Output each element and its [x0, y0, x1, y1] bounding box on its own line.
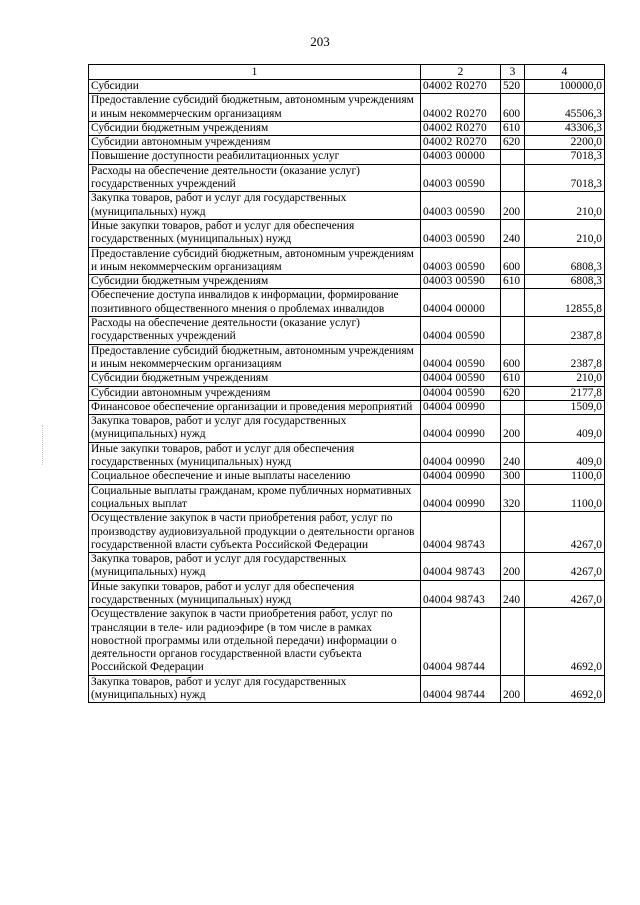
row-type-cell: 200 — [501, 553, 525, 581]
row-name-cell: Осуществление закупок в части приобретения работ, услуг по трансляции в теле- или радиоэфире (в том числе в рамках новостной программы или отдельной передачи) информации о деятельности органов государственной власти субъекта Российской Федерации — [89, 608, 421, 675]
table-row — [89, 580, 605, 608]
margin-scan-mark — [42, 425, 57, 465]
row-type-cell: 520 — [501, 80, 525, 94]
row-type-cell — [501, 289, 525, 317]
row-name-cell: Иные закупки товаров, работ и услуг для обеспечения государственных (муниципальных) нужд — [89, 442, 421, 470]
row-type-cell — [501, 512, 525, 553]
row-code-cell: 04004 98743 — [421, 512, 501, 553]
row-name-cell: Закупка товаров, работ и услуг для государственных (муниципальных) нужд — [89, 415, 421, 443]
header-col-4: 4 — [525, 65, 605, 80]
row-name-cell: Субсидии автономным учреждениям — [89, 136, 421, 150]
table-row — [89, 164, 605, 192]
table-row — [89, 415, 605, 443]
row-amount-cell: 7018,3 — [525, 164, 605, 192]
row-type-cell: 610 — [501, 121, 525, 135]
row-name-cell: Иные закупки товаров, работ и услуг для обеспечения государственных (муниципальных) нужд — [89, 580, 421, 608]
row-code-cell: 04004 00590 — [421, 317, 501, 345]
row-type-cell: 300 — [501, 470, 525, 484]
row-amount-cell: 1509,0 — [525, 400, 605, 414]
row-code-cell: 04004 00990 — [421, 442, 501, 470]
table-row — [89, 94, 605, 122]
row-amount-cell: 2177,8 — [525, 386, 605, 400]
table-row — [89, 608, 605, 675]
table-row — [89, 386, 605, 400]
row-name-cell: Субсидии — [89, 80, 421, 94]
row-name-cell: Субсидии бюджетным учреждениям — [89, 372, 421, 386]
row-code-cell: 04003 00590 — [421, 219, 501, 247]
row-name-cell: Финансовое обеспечение организации и проведения мероприятий — [89, 400, 421, 414]
row-code-cell: 04004 98744 — [421, 675, 501, 703]
row-code-cell: 04004 00990 — [421, 484, 501, 512]
row-code-cell: 04003 00590 — [421, 192, 501, 220]
row-amount-cell: 6808,3 — [525, 275, 605, 289]
header-col-3: 3 — [501, 65, 525, 80]
row-name-cell: Закупка товаров, работ и услуг для государственных (муниципальных) нужд — [89, 675, 421, 703]
row-code-cell: 04002 R0270 — [421, 121, 501, 135]
row-type-cell — [501, 164, 525, 192]
row-name-cell: Предоставление субсидий бюджетным, автономным учреждениям и иным некоммерческим организациям — [89, 94, 421, 122]
row-type-cell: 600 — [501, 247, 525, 275]
table-row — [89, 289, 605, 317]
table-row — [89, 247, 605, 275]
table-row — [89, 512, 605, 553]
row-name-cell: Иные закупки товаров, работ и услуг для обеспечения государственных (муниципальных) нужд — [89, 219, 421, 247]
row-type-cell: 620 — [501, 136, 525, 150]
row-code-cell: 04003 00590 — [421, 164, 501, 192]
row-amount-cell: 4267,0 — [525, 580, 605, 608]
row-code-cell: 04004 00990 — [421, 400, 501, 414]
row-code-cell: 04003 00000 — [421, 150, 501, 164]
table-row — [89, 80, 605, 94]
table-row — [89, 121, 605, 135]
row-amount-cell: 7018,3 — [525, 150, 605, 164]
row-code-cell: 04004 98743 — [421, 580, 501, 608]
row-type-cell — [501, 400, 525, 414]
table-row — [89, 470, 605, 484]
row-code-cell: 04002 R0270 — [421, 80, 501, 94]
row-type-cell: 620 — [501, 386, 525, 400]
row-name-cell: Расходы на обеспечение деятельности (оказание услуг) государственных учреждений — [89, 317, 421, 345]
row-code-cell: 04004 00990 — [421, 470, 501, 484]
row-amount-cell: 4692,0 — [525, 675, 605, 703]
row-name-cell: Предоставление субсидий бюджетным, автономным учреждениям и иным некоммерческим организациям — [89, 344, 421, 372]
row-name-cell: Социальное обеспечение и иные выплаты населению — [89, 470, 421, 484]
row-amount-cell: 210,0 — [525, 219, 605, 247]
table-row — [89, 372, 605, 386]
header-col-2: 2 — [421, 65, 501, 80]
row-amount-cell: 2200,0 — [525, 136, 605, 150]
table-header-row — [89, 65, 605, 80]
row-amount-cell: 100000,0 — [525, 80, 605, 94]
row-amount-cell: 6808,3 — [525, 247, 605, 275]
table-row — [89, 136, 605, 150]
row-amount-cell: 1100,0 — [525, 470, 605, 484]
row-type-cell: 200 — [501, 192, 525, 220]
row-type-cell: 200 — [501, 415, 525, 443]
page-number: 203 — [310, 34, 330, 49]
header-col-1: 1 — [89, 65, 421, 80]
row-name-cell: Расходы на обеспечение деятельности (оказание услуг) государственных учреждений — [89, 164, 421, 192]
row-name-cell: Субсидии бюджетным учреждениям — [89, 275, 421, 289]
row-type-cell — [501, 317, 525, 345]
row-amount-cell: 1100,0 — [525, 484, 605, 512]
row-type-cell — [501, 608, 525, 675]
table-row — [89, 553, 605, 581]
row-type-cell: 240 — [501, 442, 525, 470]
table-row — [89, 150, 605, 164]
table-row — [89, 275, 605, 289]
row-name-cell: Закупка товаров, работ и услуг для государственных (муниципальных) нужд — [89, 553, 421, 581]
row-amount-cell: 210,0 — [525, 372, 605, 386]
row-name-cell: Закупка товаров, работ и услуг для государственных (муниципальных) нужд — [89, 192, 421, 220]
table-row — [89, 675, 605, 703]
row-type-cell — [501, 150, 525, 164]
table-row — [89, 442, 605, 470]
row-amount-cell: 4267,0 — [525, 512, 605, 553]
row-code-cell: 04004 00590 — [421, 372, 501, 386]
row-code-cell: 04004 00590 — [421, 344, 501, 372]
row-code-cell: 04003 00590 — [421, 275, 501, 289]
row-amount-cell: 4267,0 — [525, 553, 605, 581]
row-name-cell: Осуществление закупок в части приобретения работ, услуг по производству аудиовизуальной продукции о деятельности органов государственной власти субъекта Российской Федерации — [89, 512, 421, 553]
row-amount-cell: 2387,8 — [525, 344, 605, 372]
row-amount-cell: 43306,3 — [525, 121, 605, 135]
row-amount-cell: 409,0 — [525, 415, 605, 443]
row-type-cell: 600 — [501, 94, 525, 122]
budget-table — [88, 64, 605, 703]
table-row — [89, 219, 605, 247]
row-name-cell: Повышение доступности реабилитационных услуг — [89, 150, 421, 164]
table-row — [89, 400, 605, 414]
table-row — [89, 192, 605, 220]
row-code-cell: 04002 R0270 — [421, 94, 501, 122]
row-amount-cell: 210,0 — [525, 192, 605, 220]
row-code-cell: 04004 98743 — [421, 553, 501, 581]
row-amount-cell: 4692,0 — [525, 608, 605, 675]
table-row — [89, 317, 605, 345]
row-amount-cell: 12855,8 — [525, 289, 605, 317]
table-row — [89, 344, 605, 372]
row-name-cell: Предоставление субсидий бюджетным, автономным учреждениям и иным некоммерческим организациям — [89, 247, 421, 275]
row-type-cell: 610 — [501, 275, 525, 289]
row-name-cell: Субсидии автономным учреждениям — [89, 386, 421, 400]
row-type-cell: 200 — [501, 675, 525, 703]
row-type-cell: 320 — [501, 484, 525, 512]
row-code-cell: 04004 00990 — [421, 415, 501, 443]
row-amount-cell: 45506,3 — [525, 94, 605, 122]
table-body — [89, 80, 605, 703]
row-code-cell: 04004 00000 — [421, 289, 501, 317]
row-code-cell: 04003 00590 — [421, 247, 501, 275]
row-type-cell: 240 — [501, 219, 525, 247]
row-name-cell: Обеспечение доступа инвалидов к информации, формирование позитивного общественного мнения о проблемах инвалидов — [89, 289, 421, 317]
row-type-cell: 240 — [501, 580, 525, 608]
row-type-cell: 600 — [501, 344, 525, 372]
row-code-cell: 04002 R0270 — [421, 136, 501, 150]
row-type-cell: 610 — [501, 372, 525, 386]
row-code-cell: 04004 00590 — [421, 386, 501, 400]
row-name-cell: Субсидии бюджетным учреждениям — [89, 121, 421, 135]
table-row — [89, 484, 605, 512]
row-name-cell: Социальные выплаты гражданам, кроме публичных нормативных социальных выплат — [89, 484, 421, 512]
row-amount-cell: 2387,8 — [525, 317, 605, 345]
row-code-cell: 04004 98744 — [421, 608, 501, 675]
row-amount-cell: 409,0 — [525, 442, 605, 470]
